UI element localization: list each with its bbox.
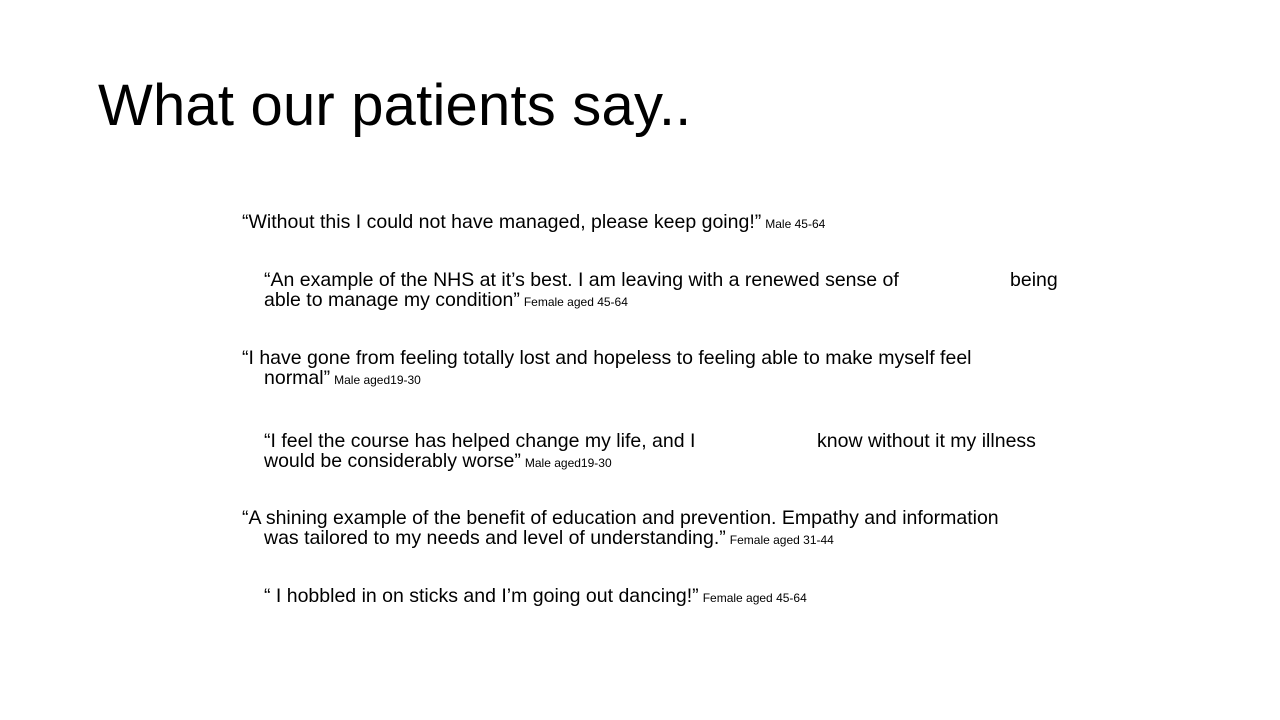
- quote-4-text-part-1: “I feel the course has helped change my life, and I: [264, 430, 696, 452]
- quote-3: [242, 348, 972, 390]
- quote-1-text: “Without this I could not have managed, please keep going!”: [242, 211, 762, 233]
- quote-3-text-line-2: normal”: [264, 367, 331, 389]
- quote-2-line-1: [264, 269, 1058, 291]
- quote-2-attribution: Female aged 45-64: [523, 295, 628, 309]
- quote-4: [264, 430, 1036, 473]
- quote-2-text-part-1: “An example of the NHS at it’s best. I am leaving with a renewed sense of: [264, 269, 899, 291]
- quote-5: [242, 508, 999, 550]
- quote-2-text-part-2: being: [1010, 269, 1058, 291]
- quote-3-attribution: Male aged19-30: [334, 373, 421, 387]
- quote-4-text-line-2: would be considerably worse”: [264, 450, 521, 472]
- quote-5-text: “A shining example of the benefit of education and prevention. Empathy and information: [242, 507, 999, 529]
- quote-5-line-2: [242, 528, 999, 550]
- quote-2-line-2: [264, 290, 899, 312]
- quote-4-line-1: [264, 430, 1036, 452]
- quote-6-line-1: [264, 586, 807, 608]
- quote-4-text-part-2: know without it my illness: [817, 430, 1036, 452]
- quote-3-line-1: [242, 348, 972, 368]
- quote-6-attribution: Female aged 45-64: [702, 591, 807, 605]
- quote-6: [264, 586, 807, 608]
- quote-3-line-2: [242, 368, 972, 390]
- quote-4-line-2: [264, 451, 695, 473]
- quote-1-line-1: [242, 212, 825, 234]
- quote-1-attribution: Male 45-64: [765, 217, 826, 231]
- quote-4-attribution: Male aged19-30: [524, 456, 612, 470]
- quote-5-line-1: [242, 508, 999, 528]
- quote-1: [242, 212, 825, 234]
- quote-3-text: “I have gone from feeling totally lost and hopeless to feeling able to make myself feel: [242, 347, 972, 369]
- quote-6-text: “ I hobbled in on sticks and I’m going out dancing!”: [264, 585, 699, 607]
- slide-title: What our patients say..: [98, 73, 692, 138]
- quote-5-text-line-2: was tailored to my needs and level of understanding.”: [264, 527, 726, 549]
- quote-2-text-line-2: able to manage my condition”: [264, 289, 520, 311]
- quote-5-attribution: Female aged 31-44: [729, 533, 834, 547]
- quote-2: [264, 269, 1058, 312]
